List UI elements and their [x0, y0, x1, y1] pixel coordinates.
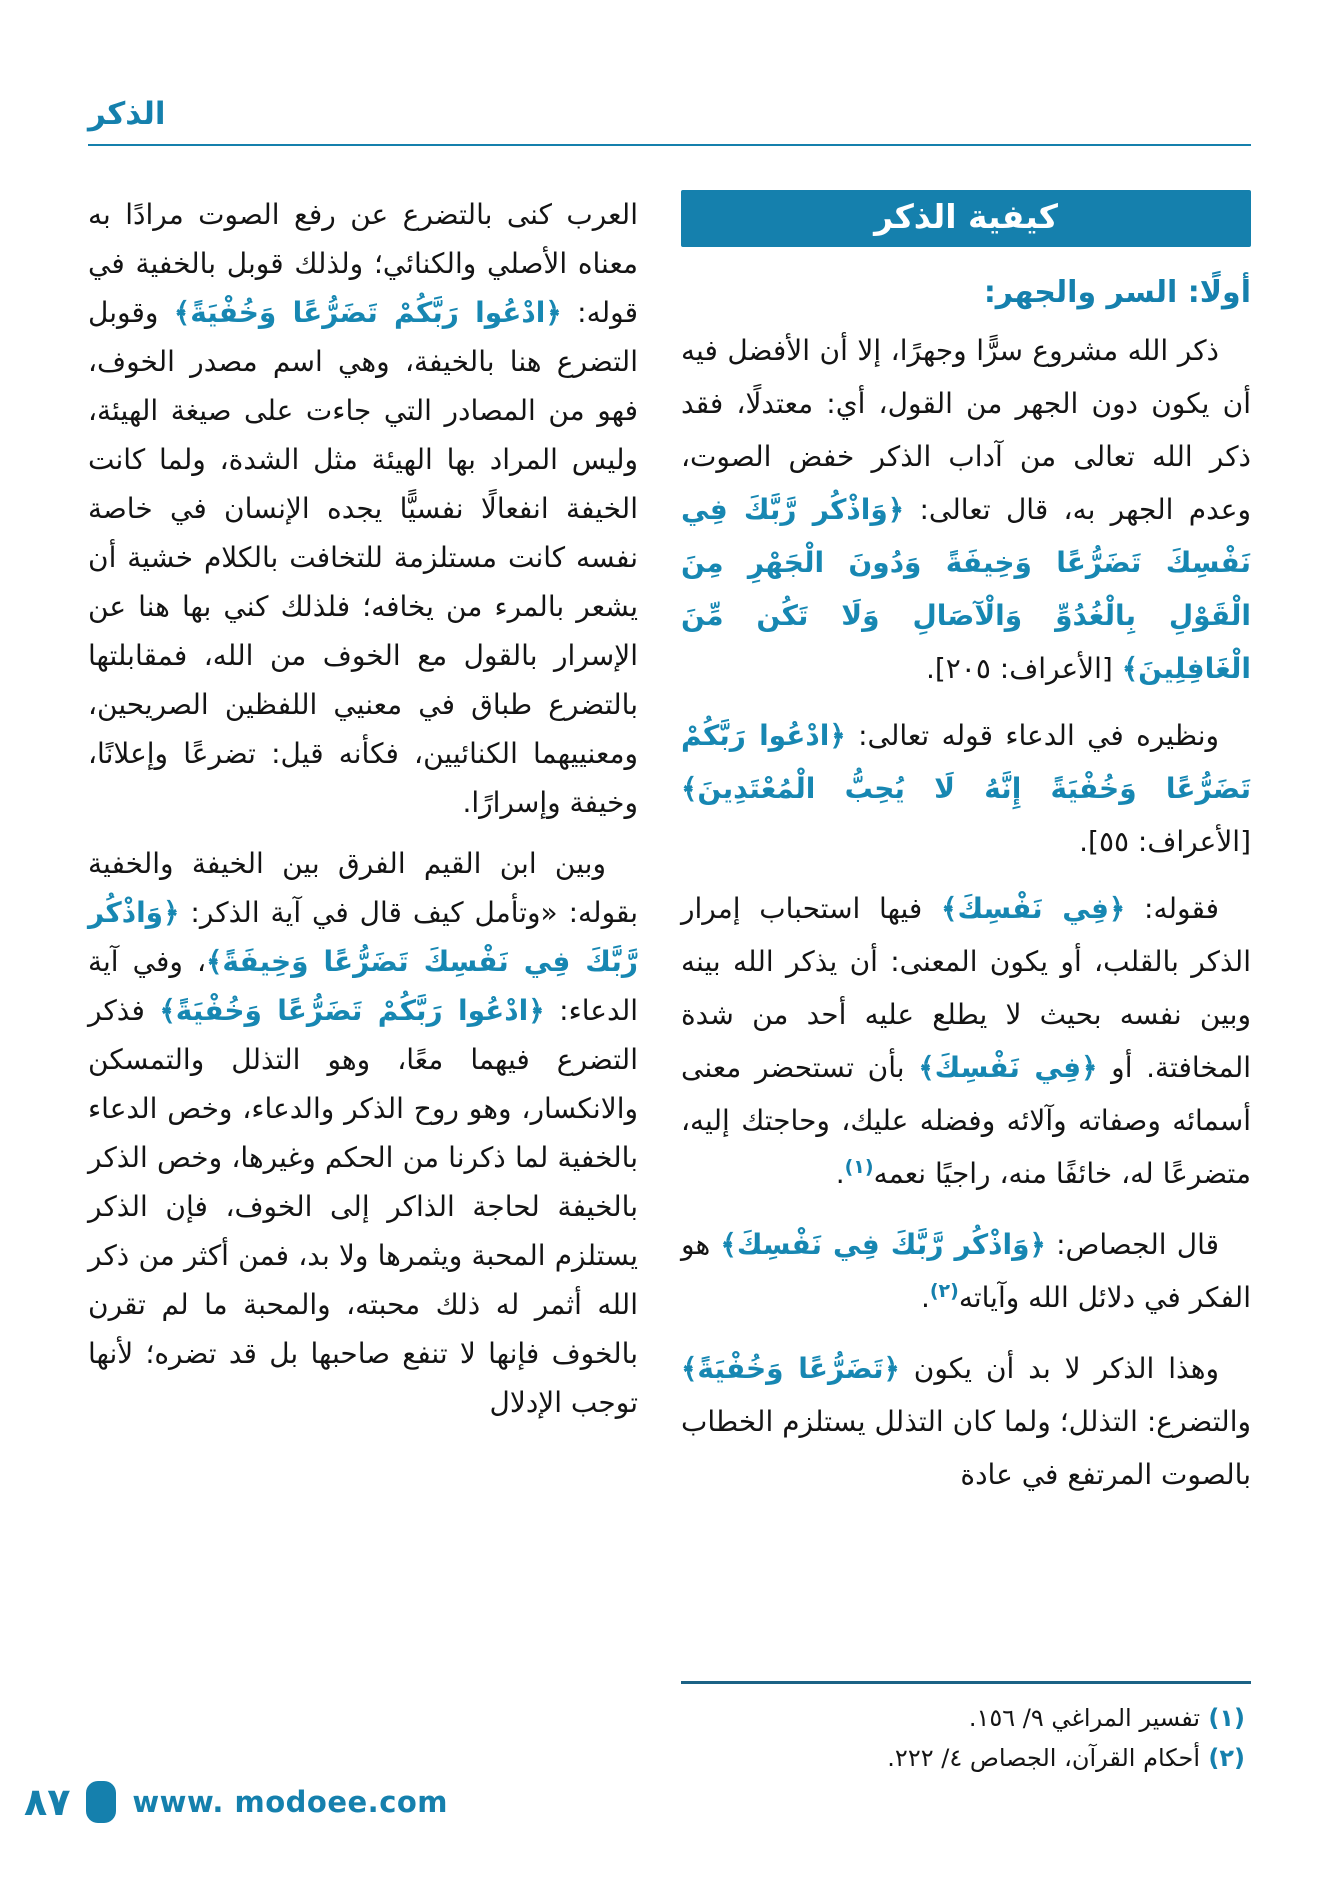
text-run: وقوبل التضرع هنا بالخيفة، وهي اسم مصدر الخوف، فهو من المصادر التي جاءت على صيغة الهيئة، وليس المراد بها الهيئة مثل الشدة، ولما كانت الخيفة انفعالًا نفسيًّا يجده الإنسان في خاصة نفسه كانت مستلزمة للتخافت بالكلام خشية أن يشعر بالمرء من يخافه؛ فلذلك كني بها هنا عن الإسرار بالقول مع الخوف من الله، فمقابلتها بالتضرع طباق في معنيي اللفظين الصريحين، ومعنييهما الكنائيين، فكأنه قيل: تضرعًا وإعلانًا، وخيفة وإسرارًا. [88, 296, 638, 819]
text-run: وهذا الذكر لا بد أن يكون [899, 1352, 1219, 1385]
right-column [681, 190, 1251, 1786]
section-title-box [681, 190, 1251, 247]
text-run: ذكر الله مشروع سرًّا وجهرًا، إلا أن الأفضل فيه أن يكون دون الجهر من القول، أي: معتدلًا، فقد ذكر الله تعالى من آداب الذكر خفض الصوت، وعدم الجهر به، قال تعالى: [681, 334, 1252, 526]
text-run: فقوله: [1125, 892, 1220, 925]
quran-verse: ﴿فِي نَفْسِكَ﴾ [918, 1051, 1098, 1084]
footnote-item [687, 1738, 1245, 1778]
text-run: قال الجصاص: [1045, 1228, 1219, 1261]
page-number: ٨٧ [24, 1780, 71, 1824]
website-text: www. modoee.com [132, 1785, 449, 1819]
quran-verse: ﴿تَضَرُّعًا وَخُفْيَةً﴾ [681, 1352, 900, 1385]
content-columns [88, 190, 1251, 1786]
quran-verse: ﴿ادْعُوا رَبَّكُمْ تَضَرُّعًا وَخُفْيَةً إِنَّهُ لَا يُحِبُّ الْمُعْتَدِينَ﴾ [681, 719, 1251, 805]
quran-verse: ﴿وَاذْكُر رَّبَّكَ فِي نَفْسِكَ﴾ [720, 1228, 1046, 1261]
left-column [88, 190, 638, 1786]
footnote-number: (١) [1200, 1704, 1245, 1732]
running-head-title: الذكر [88, 96, 166, 132]
text-run: هو الفكر في دلائل الله وآياته [681, 1228, 1251, 1314]
left-column-paragraphs [88, 190, 638, 1427]
footer-ornament-shape [86, 1781, 116, 1823]
page-footer [24, 1780, 448, 1824]
quran-verse: ﴿وَاذْكُر رَّبَّكَ فِي نَفْسِكَ تَضَرُّعًا وَخِيفَةً وَدُونَ الْجَهْرِ مِنَ الْقَوْلِ بِالْغُدُوِّ وَالْآصَالِ وَلَا تَكُن مِّنَ الْغَافِلِينَ﴾ [681, 493, 1251, 685]
right-column-paragraphs [681, 324, 1251, 1515]
text-run: ، وفي آية الدعاء: [88, 945, 639, 1027]
text-run: . [920, 1281, 930, 1314]
text-run: [الأعراف: ٥٥]. [1079, 825, 1251, 858]
footnote-text: تفسير المراغي ٩/ ١٥٦. [968, 1704, 1201, 1732]
footnote-marker: (١) [844, 1156, 874, 1178]
footnote-number: (٢) [1200, 1744, 1245, 1772]
paragraph [681, 324, 1251, 695]
paragraph [88, 190, 638, 827]
text-run: [الأعراف: ٢٠٥]. [925, 652, 1122, 685]
text-run: والتضرع: التذلل؛ ولما كان التذلل يستلزم الخطاب بالصوت المرتفع في عادة [681, 1405, 1251, 1491]
footnotes-block [681, 1684, 1251, 1786]
text-run: العرب كنى بالتضرع عن رفع الصوت مرادًا به معناه الأصلي والكنائي؛ ولذلك قوبل بالخفية في قوله: [88, 198, 638, 329]
quran-verse: ﴿ادْعُوا رَبَّكُمْ تَضَرُّعًا وَخُفْيَةً﴾ [173, 296, 562, 329]
paragraph [681, 1218, 1251, 1328]
paragraph [681, 882, 1251, 1204]
text-run: . [835, 1157, 845, 1190]
text-run: بأن تستحضر معنى أسمائه وصفاته وآلائه وفضله عليك، وحاجتك إليه، متضرعًا له، خائفًا منه، راجيًا نعمه [681, 1051, 1251, 1190]
text-run: ونظيره في الدعاء قوله تعالى: [845, 719, 1220, 752]
page-header [88, 96, 1251, 146]
subheading-secret-and-loud: أولًا: السر والجهر: [983, 275, 1251, 310]
footnote-item [687, 1698, 1245, 1738]
quran-verse: ﴿وَاذْكُر رَّبَّكَ فِي نَفْسِكَ تَضَرُّعًا وَخِيفَةً﴾ [88, 896, 638, 978]
quran-verse: ﴿ادْعُوا رَبَّكُمْ تَضَرُّعًا وَخُفْيَةً﴾ [159, 994, 545, 1027]
footnote-marker: (٢) [929, 1280, 959, 1302]
text-run: وبين ابن القيم الفرق بين الخيفة والخفية بقوله: «وتأمل كيف قال في آية الذكر: [88, 847, 638, 929]
paragraph [88, 839, 638, 1427]
paragraph [681, 1342, 1251, 1501]
quran-verse: ﴿فِي نَفْسِكَ﴾ [941, 892, 1126, 925]
section-title: كيفية الذكر [874, 197, 1058, 236]
footnote-text: أحكام القرآن، الجصاص ٤/ ٢٢٢. [887, 1744, 1201, 1772]
paragraph [681, 709, 1251, 868]
text-run: فيها استحباب إمرار الذكر بالقلب، أو يكون المعنى: أن يذكر الله بينه وبين نفسه بحيث لا يطلع عليه أحد من شدة المخافتة. أو [681, 892, 1251, 1084]
text-run: فذكر التضرع فيهما معًا، وهو التذلل والتمسكن والانكسار، وهو روح الذكر والدعاء، وخص الدعاء بالخفية لما ذكرنا من الحكم وغيرها، وخص الذكر بالخيفة لحاجة الذاكر إلى الخوف، فإن الذكر يستلزم المحبة ويثمرها ولا بد، فمن أكثر من ذكر الله أثمر له ذلك محبته، والمحبة ما لم تقرن بالخوف فإنها لا تنفع صاحبها بل قد تضره؛ لأنها توجب الإدلال [88, 994, 638, 1419]
